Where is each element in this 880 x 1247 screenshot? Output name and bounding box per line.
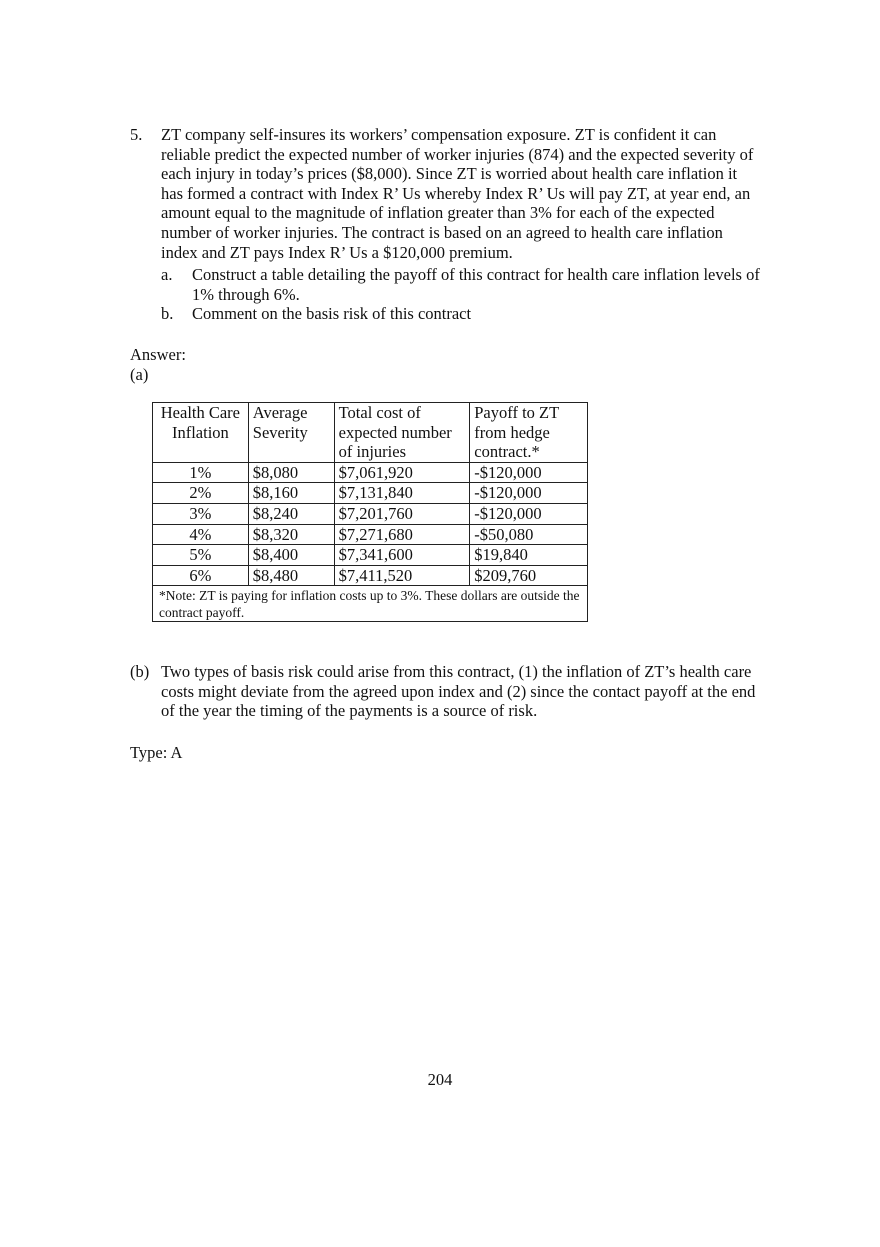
answer-label: Answer: (130, 345, 186, 364)
part-text: Comment on the basis risk of this contract (192, 304, 472, 324)
table-note: *Note: ZT is paying for inflation costs up to 3%. These dollars are outside the contract payoff. (153, 586, 588, 622)
table-cell: -$120,000 (470, 483, 588, 504)
table-cell: $19,840 (470, 545, 588, 566)
table-cell: 4% (153, 524, 249, 545)
table-cell: -$120,000 (470, 503, 588, 524)
question-parts (161, 265, 761, 324)
table-cell: $8,240 (248, 503, 334, 524)
table-cell: $7,131,840 (334, 483, 470, 504)
table-cell: $7,201,760 (334, 503, 470, 524)
table-cell: $8,320 (248, 524, 334, 545)
question-number: 5. (130, 125, 143, 144)
answer-part-b-text: Two types of basis risk could arise from this contract, (1) the inflation of ZT’s health care costs might deviate from the agreed upon index and (2) since the contact payoff at the end of the year the timing of the payments is a source of risk. (161, 662, 756, 721)
answer-part-a-label: (a) (130, 365, 149, 384)
table-note-row (153, 586, 588, 622)
table-cell: $7,271,680 (334, 524, 470, 545)
table-cell: 5% (153, 545, 249, 566)
question-text: ZT company self-insures its workers’ compensation exposure. ZT is confident it can reliable predict the expected number of worker injuries (874) and the expected severity of each injury in today’s prices ($8,000). Since ZT is worried about health care inflation it has formed a contract with Index R’ Us whereby Index R’ Us will pay ZT, at year end, an amount equal to the magnitude of inflation greater than 3% for each of the expected number of worker injuries. The contract is based on an agreed to health care inflation index and ZT pays Index R’ Us a $120,000 premium. (161, 125, 754, 262)
table-cell: 2% (153, 483, 249, 504)
table-row (153, 545, 588, 566)
table-cell: $7,411,520 (334, 565, 470, 586)
table-row (153, 462, 588, 483)
table-cell: 1% (153, 462, 249, 483)
answer-part-b-label: (b) (130, 662, 150, 681)
question-part-b (161, 304, 761, 324)
column-header: Total cost of expected number of injuries (334, 403, 470, 463)
column-header: Average Severity (248, 403, 334, 463)
table-row (153, 483, 588, 504)
table-cell: -$50,080 (470, 524, 588, 545)
page-number: 204 (427, 1070, 453, 1089)
question-type: Type: A (130, 743, 183, 762)
table-cell: -$120,000 (470, 462, 588, 483)
table-cell: $8,480 (248, 565, 334, 586)
column-header: Health Care Inflation (153, 403, 249, 463)
table-row (153, 524, 588, 545)
table-cell: $8,400 (248, 545, 334, 566)
payoff-table (152, 402, 588, 622)
table-cell: $8,160 (248, 483, 334, 504)
table-cell: $209,760 (470, 565, 588, 586)
table-row (153, 503, 588, 524)
part-label: b. (161, 304, 174, 324)
part-text: Construct a table detailing the payoff of this contract for health care inflation levels of 1% through 6%. (192, 265, 760, 304)
table-cell: $7,061,920 (334, 462, 470, 483)
table-cell: $8,080 (248, 462, 334, 483)
question-part-a (161, 265, 761, 304)
table-row (153, 565, 588, 586)
part-label: a. (161, 265, 173, 284)
table-cell: $7,341,600 (334, 545, 470, 566)
table-cell: 6% (153, 565, 249, 586)
table-header-row (153, 403, 588, 463)
table-cell: 3% (153, 503, 249, 524)
column-header: Payoff to ZT from hedge contract.* (470, 403, 588, 463)
